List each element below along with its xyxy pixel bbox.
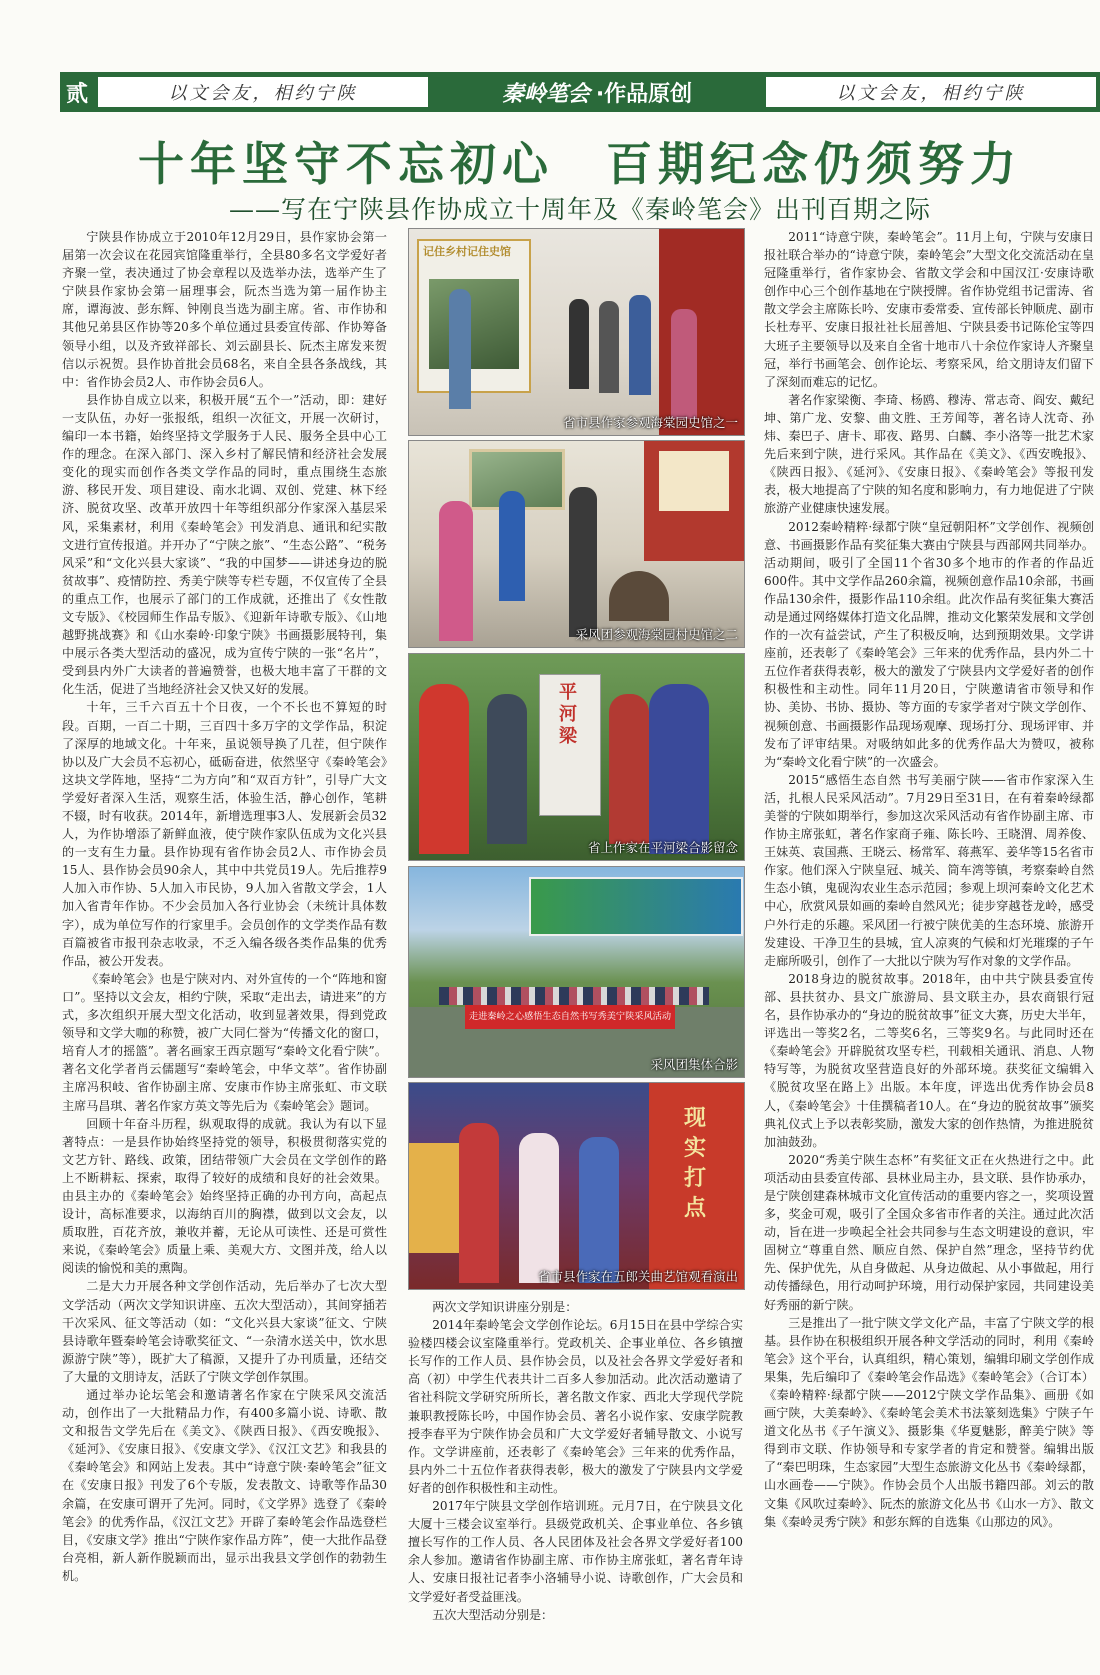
paragraph: 著名作家梁衡、李琦、杨鸥、穆涛、常志奇、阎安、戴纪坤、第广龙、安黎、曲文胜、王芳闻等，著名诗人沈奇、孙炜、秦巴子、唐卡、耶夜、路男、白麟、李小洛等一批艺术家先后来到宁陕，进行采风。其作品在《美文》、《西安晚报》、《陕西日报》、《延河》、《安康日报》、《秦岭笔会》等报刊发表，极大地提高了宁陕的知名度和影响力，有力地促进了宁陕旅游产业健康快速发展。 <box>764 392 1094 516</box>
paragraph: 通过举办论坛笔会和邀请著名作家在宁陕采风交流活动，创作出了一大批精品力作，有400多篇小说、诗歌、散文和报告文学先后在《美文》、《陕西日报》、《西安晚报》、《延河》、《安康日报》、《安康文学》、《汉江文艺》和我县的《秦岭笔会》和网站上发表。其中“诗意宁陕·秦岭笔会”征文在《安康日报》刊发了6个专版，发表散文、诗歌等作品30余篇，在安康可谓开了先河。同时，《文学界》选登了《秦岭笔会》的优秀作品，《汉江文艺》开辟了秦岭笔会作品选登栏目，《安康文学》推出“宁陕作家作品方阵”，使一大批作品登台亮相，新人新作脱颖而出，显示出我县文学创作的勃勃生机。 <box>62 1388 387 1583</box>
photo-caption: 省上作家在平河梁合影留念 <box>587 840 738 855</box>
paragraph: 二是大力开展各种文学创作活动，先后举办了七次大型文学活动（两次文学知识讲座、五次大型活动），其间穿插若干次采风、征文等活动（如：“文化兴县大家谈”征文、宁陕县诗歌年暨秦岭笔会诗歌奖征文、“一杂清水送关中，饮水思源游宁陕”等），既扩大了稿源，又提升了办刊质量，还结交了大量的文朋诗友，活跃了宁陕文学创作氛围。 <box>62 1279 387 1384</box>
paragraph: 2018身边的脱贫故事。2018年，由中共宁陕县委宣传部、县扶贫办、县文广旅游局、县文联主办，县农商银行冠名，县作协承办的“身边的脱贫故事”征文大赛，历史大半年，评选出一等奖2名，二等奖6名，三等奖9名。与此同时还在《秦岭笔会》开辟脱贫攻坚专栏，刊载相关通讯、消息、人物特写等，为脱贫攻坚营造良好的外部环境。获奖征文编辑入《脱贫攻坚在路上》出版。本年度，评选出优秀作协会员8人，《秦岭笔会》十佳撰稿者10人。在“身边的脱贫故事”颁奖典礼仪式上予以表彰奖励，激发大家的创作热情，为推进脱贫加油鼓劲。 <box>764 971 1094 1149</box>
photo-caption: 省市县作家参观海棠园史馆之一 <box>562 415 738 430</box>
paragraph: 2011“诗意宁陕，秦岭笔会”。11月上旬，宁陕与安康日报社联合举办的“诗意宁陕，秦岭笔会”大型文化交流活动在皇冠隆重举行，省作家协会、省散文学会和中国汉江·安康诗歌创作中心三个创作基地在宁陕授牌。省作协党组书记雷涛、省散文学会主席陈长吟、安康市委常委、宣传部长钟顺虎、副市长杜寿平、安康日报社社长屈善旭、宁陕县委书记陈伦宝等四大班子主要领导以及来自全省十地市八十余位作家诗人齐聚皇冠，举行书画笔会、创作论坛、考察采风，给文朋诗友们留下了深刻而难忘的记忆。 <box>764 230 1094 389</box>
article-subtitle: ——写在宁陕县作协成立十周年及《秦岭笔会》出刊百期之际 <box>228 195 931 224</box>
paragraph: 五次大型活动分别是： <box>432 1607 554 1622</box>
photo-history-hall-1 <box>408 228 745 436</box>
paragraph: 县作协自成立以来，积极开展“五个一”活动，即：建好一支队伍，办好一张报纸，组织一次征文，开展一次研讨，编印一本书籍，始终坚持文学服务于人民、服务全县中心工作的理念。在深入部门、深入乡村了解民情和经济社会发展变化的现实而创作各类文学作品的同时，重点围绕生态旅游、移民开发、项目建设、南水北调、双创、党建、林下经济、脱贫攻坚、改革开放四十年等组织部分作家深入基层采风，采集素材，利用《秦岭笔会》刊发消息、通讯和纪实散文进行宣传报道。并开办了“宁陕之旅”、“生态公路”、“税务风采”和“文化兴县大家谈”、“我的中国梦——讲述身边的脱贫故事”、疫情防控、秀美宁陕等专栏专题，不仅宣传了全县的重点工作，也展示了部门的工作成就，还推出了《女性散文专版》、《校园师生作品专版》、《迎新年诗歌专版》、《山地越野挑战赛》和《山水秦岭·印象宁陕》书画摄影展特刊，集中展示各类大型活动的盛况，成为宣传宁陕的一张“名片”，受到县内外广大读者的普遍赞誉，也极大地丰富了干群的文化生活，促进了当地经济社会又快又好的发展。 <box>62 392 387 697</box>
text-column-middle <box>408 1298 743 1648</box>
photo-caption: 采风团集体合影 <box>650 1057 738 1072</box>
photo-history-hall-2 <box>408 440 745 648</box>
paragraph: 《秦岭笔会》也是宁陕对内、对外宣传的一个“阵地和窗口”。坚持以文会友，相约宁陕，采取“走出去，请进来”的方式，多次组织开展大型文化活动，收到显著效果，得到党政领导和文学大咖的称赞，被广大同仁誉为“传播文化的窗口，培育人才的摇篮”。著名画家王西京题写“秦岭文化看宁陕”。著名文化学者肖云儒题写“秦岭笔会，中华文萃”。省作协副主席冯积岐、省作协副主席、安康市作协主席张虹、市文联主席马昌琪、著名作家方英文等先后为《秦岭笔会》题词。 <box>62 971 387 1113</box>
photo-caption: 省市县作家在五郎关曲艺馆观看演出 <box>537 1269 738 1284</box>
section-title <box>428 77 766 108</box>
paragraph: 三是推出了一批宁陕文学文化产品，丰富了宁陕文学的根基。县作协在积极组织开展各种文学活动的同时，利用《秦岭笔会》这个平台，认真组织，精心策划，编辑印刷文学创作成果集，先后编印了《秦岭笔会作品选》《秦岭笔会》（合订本）《秦岭精粹·绿都宁陕——2012宁陕文学作品集》、画册《如画宁陕，大美秦岭》、《秦岭笔会美术书法篆刻选集》宁陕子午道文化丛书《子午演义》、摄影集《华夏魅影，醉美宁陕》等得到市文联、作协领导和专家学者的肯定和赞誉。编辑出版了“秦巴明珠，生态家园”大型生态旅游文化丛书《秦岭绿都，山水画卷——宁陕》。作协会员个人出版书籍四部。刘云的散文集《风吹过秦岭》、阮杰的旅游文化丛书《山水一方》、散文集《秦岭灵秀宁陕》和彭东辉的自选集《山那边的风》。 <box>764 1315 1094 1529</box>
paragraph: 2015“感悟生态自然 书写美丽宁陕——省市作家深入生活，扎根人民采风活动”。7月29日至31日，在有着秦岭绿都美誉的宁陕如期举行，参加这次采风活动有省作协副主席、市作协主席张虹，著名作家商子雍、陈长吟、王晓渭、周养俊、王妹英、袁国燕、王晓云、杨常军、蒋燕军、姜华等15名省市作家。他们深入宁陕皇冠、城关、筒车湾等镇，考察秦岭自然生态小镇，鬼砚沟农业生态示范园；参观上坝河秦岭文化艺术中心，欣赏风景如画的秦岭自然风光；徒步穿越苍龙岭，感受户外行走的乐趣。采风团一行被宁陕优美的生态环境、旅游开发建设、干净卫生的县城，宜人凉爽的气候和灯光璀璨的子午走廊所吸引，创作了一大批以宁陕为写作对象的文学作品。 <box>764 772 1094 968</box>
article-title: 十年坚守不忘初心 百期纪念仍须努力 <box>138 137 1022 191</box>
paragraph: 2012秦岭精粹·绿都宁陕“皇冠朝阳杯”文学创作、视频创意、书画摄影作品有奖征集大赛由宁陕县与西部网共同举办。活动期间，吸引了全国11个省30多个地市的作者的作品近600件。其中文学作品260余篇，视频创意作品10余部，书画作品130余件，摄影作品110余组。此次作品有奖征集大赛活动是通过网络媒体打造文化品牌，推动文化繁荣发展和文学创作的一次有益尝试，产生了积极反响，达到预期效果。文学讲座前，还表彰了《秦岭笔会》三年来的优秀作品，县内外二十五位作者获得表彰，极大的激发了宁陕县内文学爱好者的创作积极性和主动性。同年11月20日，宁陕邀请省市领导和作协、美协、书协、摄协、等方面的专家学者对宁陕文学创作、视频创意、书画摄影作品现场观摩、现场打分、现场评审、并发布了评审结果。对吸纳如此多的优秀作品大为赞叹，被称为“秦岭文化看宁陕”的一次盛会。 <box>764 519 1094 769</box>
brand-name: 秦岭笔会 <box>501 80 590 107</box>
stone-inscription: 平河梁 <box>559 682 577 747</box>
paragraph: 宁陕县作协成立于2010年12月29日，县作家协会第一届第一次会议在花园宾馆隆重举行，全县80多名文学爱好者齐聚一堂，表决通过了协会章程以及选举办法，选举产生了宁陕县作家协会第一届理事会，阮杰当选为第一届作协主席，谭海波、彭东辉、钟刚良当选为副主席。省、市作协和其他兄弟县区作协等20多个单位通过县委宣传部、作协筹备领导小组，以及齐致祥部长、刘云副县长、阮杰主席发来贺信以示祝贺。县作协首批会员68名，来自全县各条战线，其中：省作协会员2人、市作协会员6人。 <box>62 230 387 389</box>
photo-group <box>408 866 745 1078</box>
paragraph: 十年，三千六百五十个日夜，一个不长也不算短的时段。百期，一百二十期，三百四十多万字的文学作品，积淀了深厚的地域文化。十年来，虽说领导换了几茬，但宁陕作协以及广大会员不忘初心，砥砺奋进，依然坚守《秦岭笔会》这块文学阵地，坚持“二为方向”和“双百方针”，引导广大文学爱好者深入生活，观察生活，体验生活，静心创作，笔耕不辍，时有收获。2014年，新增选理事3人、发展新会员32人，为作协增添了新鲜血液，使宁陕作家队伍成为文化兴县的一支有生力量。县作协现有省作协会员2人、市作协会员15人、县作协会员90余人，其中中共党员19人。先后推荐9人加入市作协、5人加入市民协，9人加入省散文学会，1人加入省青年作协。不少会员加入各行业协会（未统计具体数字），成为单位写作的行家里手。会员创作的文学类作品有数百篇被省市报刊杂志收录，不乏入编各级各类作品集的优秀作品，被公开发表。 <box>62 700 387 968</box>
motto-left: 以文会友，相约宁陕 <box>98 77 428 107</box>
text-column-right <box>764 228 1094 1648</box>
paragraph: 2020“秀美宁陕生态杯”有奖征文正在火热进行之中。此项活动由县委宣传部、县林业局主办，县文联、县作协承办，是宁陕创建森林城市文化宣传活动的重要内容之一，奖项设置多，奖金可观，吸引了全国众多省市作者的关注。通过此次活动，旨在进一步唤起全社会共同参与生态文明建设的意识，牢固树立“尊重自然、顺应自然、保护自然”理念，坚持节约优先、保护优先，从自身做起、从身边做起、从小事做起，用行动传播绿色，用行动呵护环境，用行动保护家园，共同建设美好秀丽的新宁陕。 <box>764 1152 1094 1312</box>
photo-sign: 记住乡村记住史馆 <box>423 245 511 258</box>
photo-pinghe-liang <box>408 653 745 861</box>
paragraph: 2017年宁陕县文学创作培训班。元月7日，在宁陕县文化大厦十三楼会议室举行。县级党政机关、企事业单位、各乡镇擅长写作的工作人员、各人民团体及社会各界文学爱好者100余人参加。邀请省作协副主席、市作协主席张虹，著名青年诗人、安康日报社记者李小洛辅导小说、诗歌创作，广大会员和文学爱好者受益匪浅。 <box>408 1499 743 1604</box>
section-banner <box>60 72 1100 112</box>
motto-right: 以文会友，相约宁陕 <box>766 77 1096 107</box>
paragraph: 2014年秦岭笔会文学创作论坛。6月15日在县中学综合实验楼四楼会议室隆重举行。党政机关、企事业单位、各乡镇擅长写作的工作人员、县作协会员，以及社会各界文学爱好者和高（初）中学生代表共计二百多人参加活动。此次活动邀请了省社科院文学研究所所长，著名散文作家、西北大学现代学院兼职教授陈长吟，中国作协会员、著名小说作家、安康学院教授李春平为宁陕作协会员和广大文学爱好者辅导散文、小说写作。文学讲座前，还表彰了《秦岭笔会》三年来的优秀作品，县内外二十五位作者获得表彰，极大的激发了宁陕县内文学爱好者的创作积极性和主动性。 <box>408 1318 743 1495</box>
banner-text: 走进秦岭之心感悟生态自然书写秀美宁陕采风活动 <box>468 1011 672 1022</box>
photo-opera-performance <box>408 1082 745 1290</box>
paragraph: 两次文学知识讲座分别是： <box>432 1300 578 1314</box>
section-label: ·作品原创 <box>595 81 693 107</box>
stage-sign: 现实打点 <box>684 1105 707 1221</box>
photo-caption: 采风团参观海棠园村史馆之二 <box>575 627 738 642</box>
paragraph: 回顾十年奋斗历程，纵观取得的成就。我认为有以下显著特点：一是县作协始终坚持党的领导，积极贯彻落实党的文艺方针、路线、政策，团结带领广大会员在文学创作的路上不断耕耘、探索，取得了较好的成绩和良好的社会效果。由县主办的《秦岭笔会》始终坚持正确的办刊方向，高起点设计，高标准要求，以海纳百川的胸襟，做到以文会友，以质取胜，百花齐放，兼收并蓄，无论从可读性、还是可赏性来说，《秦岭笔会》质量上乘、美观大方、文图并茂，给人以阅读的愉悦和美的熏陶。 <box>62 1116 387 1276</box>
text-column-left <box>62 228 387 1648</box>
page-number: 贰 <box>65 81 88 107</box>
